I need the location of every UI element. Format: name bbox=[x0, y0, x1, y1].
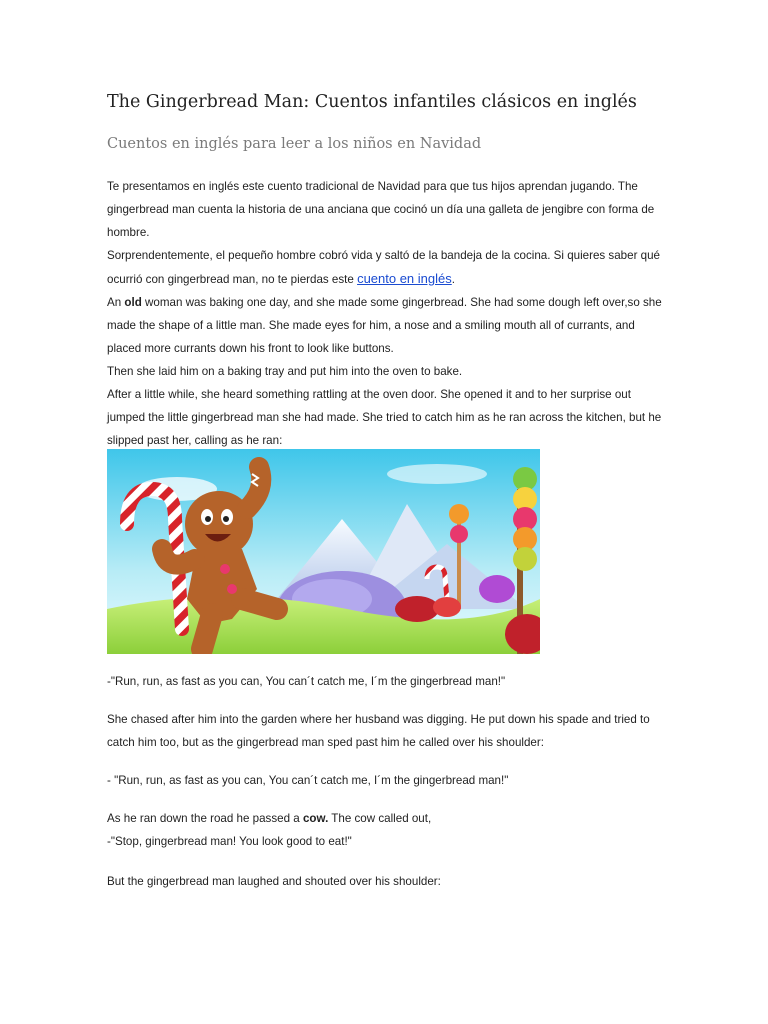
story-bold-word: old bbox=[124, 296, 142, 309]
story-paragraph-5 bbox=[107, 807, 662, 830]
cuento-en-ingles-link[interactable]: cuento en inglés bbox=[357, 271, 452, 286]
story-paragraph-1 bbox=[107, 291, 662, 360]
story-text: As he ran down the road he passed a bbox=[107, 812, 303, 825]
story-bold-word: cow. bbox=[302, 812, 329, 825]
article-body-story-5 bbox=[107, 807, 662, 853]
intro-paragraph-1: Te presentamos en inglés este cuento tradicional de Navidad para que tus hijos aprendan jugando. The gingerbread man cuenta la historia de una anciana que cocinó un día una galleta de jengibre con forma de hombre. bbox=[107, 180, 655, 239]
quote-3: -"Stop, gingerbread man! You look good to eat!" bbox=[107, 835, 352, 848]
gingerbread-man-illustration bbox=[107, 449, 540, 654]
story-paragraph-4: She chased after him into the garden where her husband was digging. He put down his spade and tried to catch him too, but as the gingerbread man sped past him he called over his shoulder: bbox=[107, 713, 650, 749]
page-title: The Gingerbread Man: Cuentos infantiles clásicos en inglés bbox=[107, 92, 637, 112]
story-text: The cow called out, bbox=[328, 812, 432, 825]
page-subtitle: Cuentos en inglés para leer a los niños en Navidad bbox=[107, 136, 482, 152]
quote-2: - "Run, run, as fast as you can, You can´t catch me, I´m the gingerbread man!" bbox=[107, 774, 509, 787]
intro-paragraph-2-end: . bbox=[451, 273, 455, 286]
intro-paragraph-2 bbox=[107, 244, 662, 291]
candy-land-scene bbox=[107, 449, 540, 654]
article-body-quote-2 bbox=[107, 769, 662, 792]
story-paragraph-3: After a little while, she heard something rattling at the oven door. She opened it and to her surprise out jumped the little gingerbread man she had made. She tried to catch him as he ran across the kitchen, but he slipped past her, calling as he ran: bbox=[107, 388, 662, 447]
quote-1: -"Run, run, as fast as you can, You can´t catch me, I´m the gingerbread man!" bbox=[107, 675, 506, 688]
story-paragraph-6: But the gingerbread man laughed and shouted over his shoulder: bbox=[107, 875, 441, 888]
article-body-bottom bbox=[107, 670, 662, 693]
article-body-story-6 bbox=[107, 870, 662, 893]
article-body-top bbox=[107, 175, 662, 452]
story-text: An bbox=[107, 296, 125, 309]
story-paragraph-2: Then she laid him on a baking tray and put him into the oven to bake. bbox=[107, 365, 463, 378]
intro-paragraph-2-text: Sorprendentemente, el pequeño hombre cobró vida y saltó de la bandeja de la cocina. Si quieres saber qué ocurrió con gingerbread man, no te pierdas este bbox=[107, 249, 661, 286]
story-text: woman was baking one day, and she made some gingerbread. She had some dough left over,so she made the shape of a little man. She made eyes for him, a nose and a smiling mouth all of currants, and placed more currants down his front to look like buttons. bbox=[107, 296, 662, 355]
article-body-story-4 bbox=[107, 708, 662, 754]
